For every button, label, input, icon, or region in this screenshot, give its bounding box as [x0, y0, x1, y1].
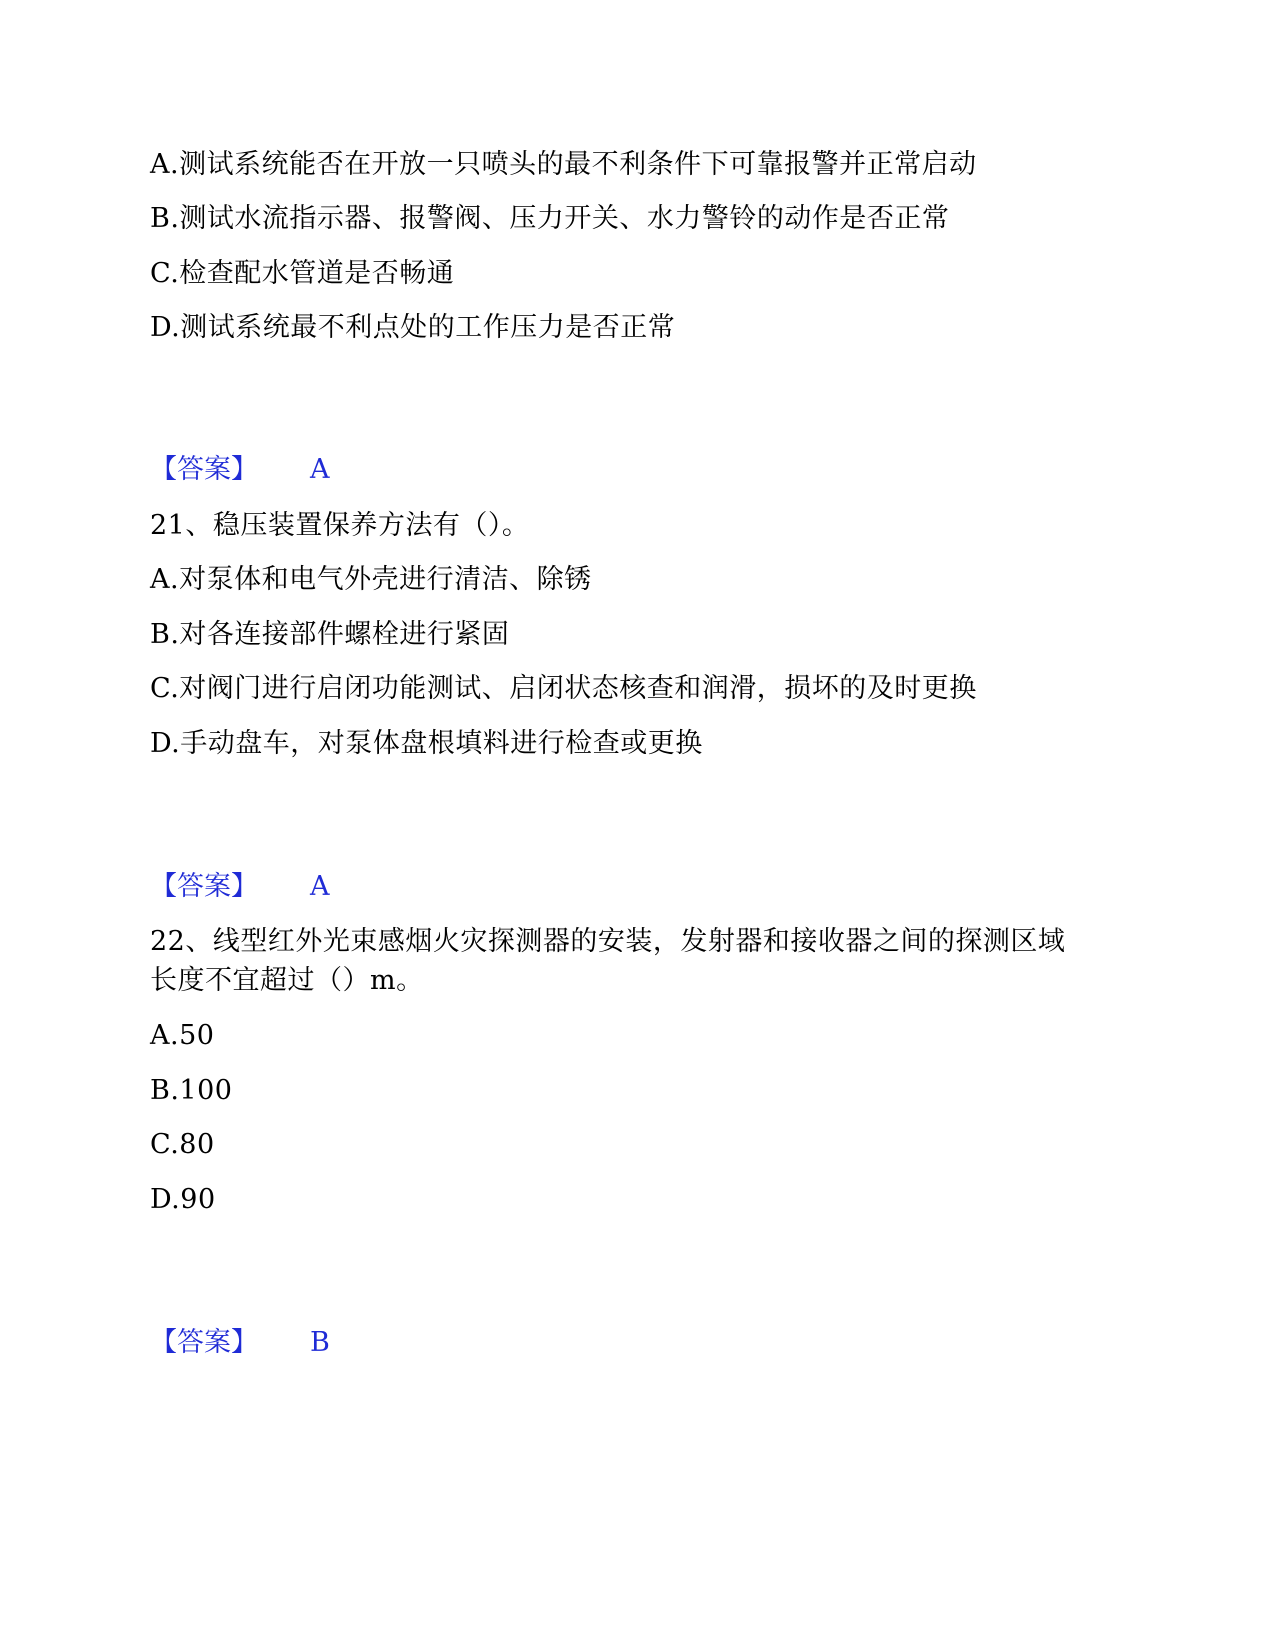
q22-option-b: B.100	[150, 1075, 233, 1106]
q21-option-c: C.对阀门进行启闭功能测试、启闭状态核查和润滑，损坏的及时更换	[150, 673, 977, 704]
option-b: B.测试水流指示器、报警阀、压力开关、水力警铃的动作是否正常	[150, 203, 950, 234]
q22-option-a: A.50	[150, 1020, 215, 1051]
q21-option-d: D.手动盘车，对泵体盘根填料进行检查或更换	[150, 728, 703, 759]
option-a: A.测试系统能否在开放一只喷头的最不利条件下可靠报警并正常启动	[150, 149, 977, 180]
question-21: 21、稳压装置保养方法有（）。	[150, 510, 530, 541]
q22-answer-line	[150, 1323, 330, 1363]
q21-answer-line	[150, 867, 330, 907]
question-22-line-1: 22、线型红外光束感烟火灾探测器的安装，发射器和接收器之间的探测区域	[150, 926, 1066, 957]
answer-label: 【答案】	[150, 1327, 258, 1358]
answer-line	[150, 450, 330, 490]
q22-option-d: D.90	[150, 1184, 216, 1215]
answer-value: A	[310, 871, 330, 902]
answer-label: 【答案】	[150, 454, 258, 485]
q21-option-b: B.对各连接部件螺栓进行紧固	[150, 619, 510, 650]
answer-value: A	[310, 454, 330, 485]
question-22-line-2: 长度不宜超过（）m。	[150, 965, 424, 996]
option-c: C.检查配水管道是否畅通	[150, 258, 455, 289]
option-d: D.测试系统最不利点处的工作压力是否正常	[150, 312, 676, 343]
q21-option-a: A.对泵体和电气外壳进行清洁、除锈	[150, 564, 592, 595]
q22-option-c: C.80	[150, 1129, 215, 1160]
answer-label: 【答案】	[150, 871, 258, 902]
answer-value: B	[310, 1327, 330, 1358]
